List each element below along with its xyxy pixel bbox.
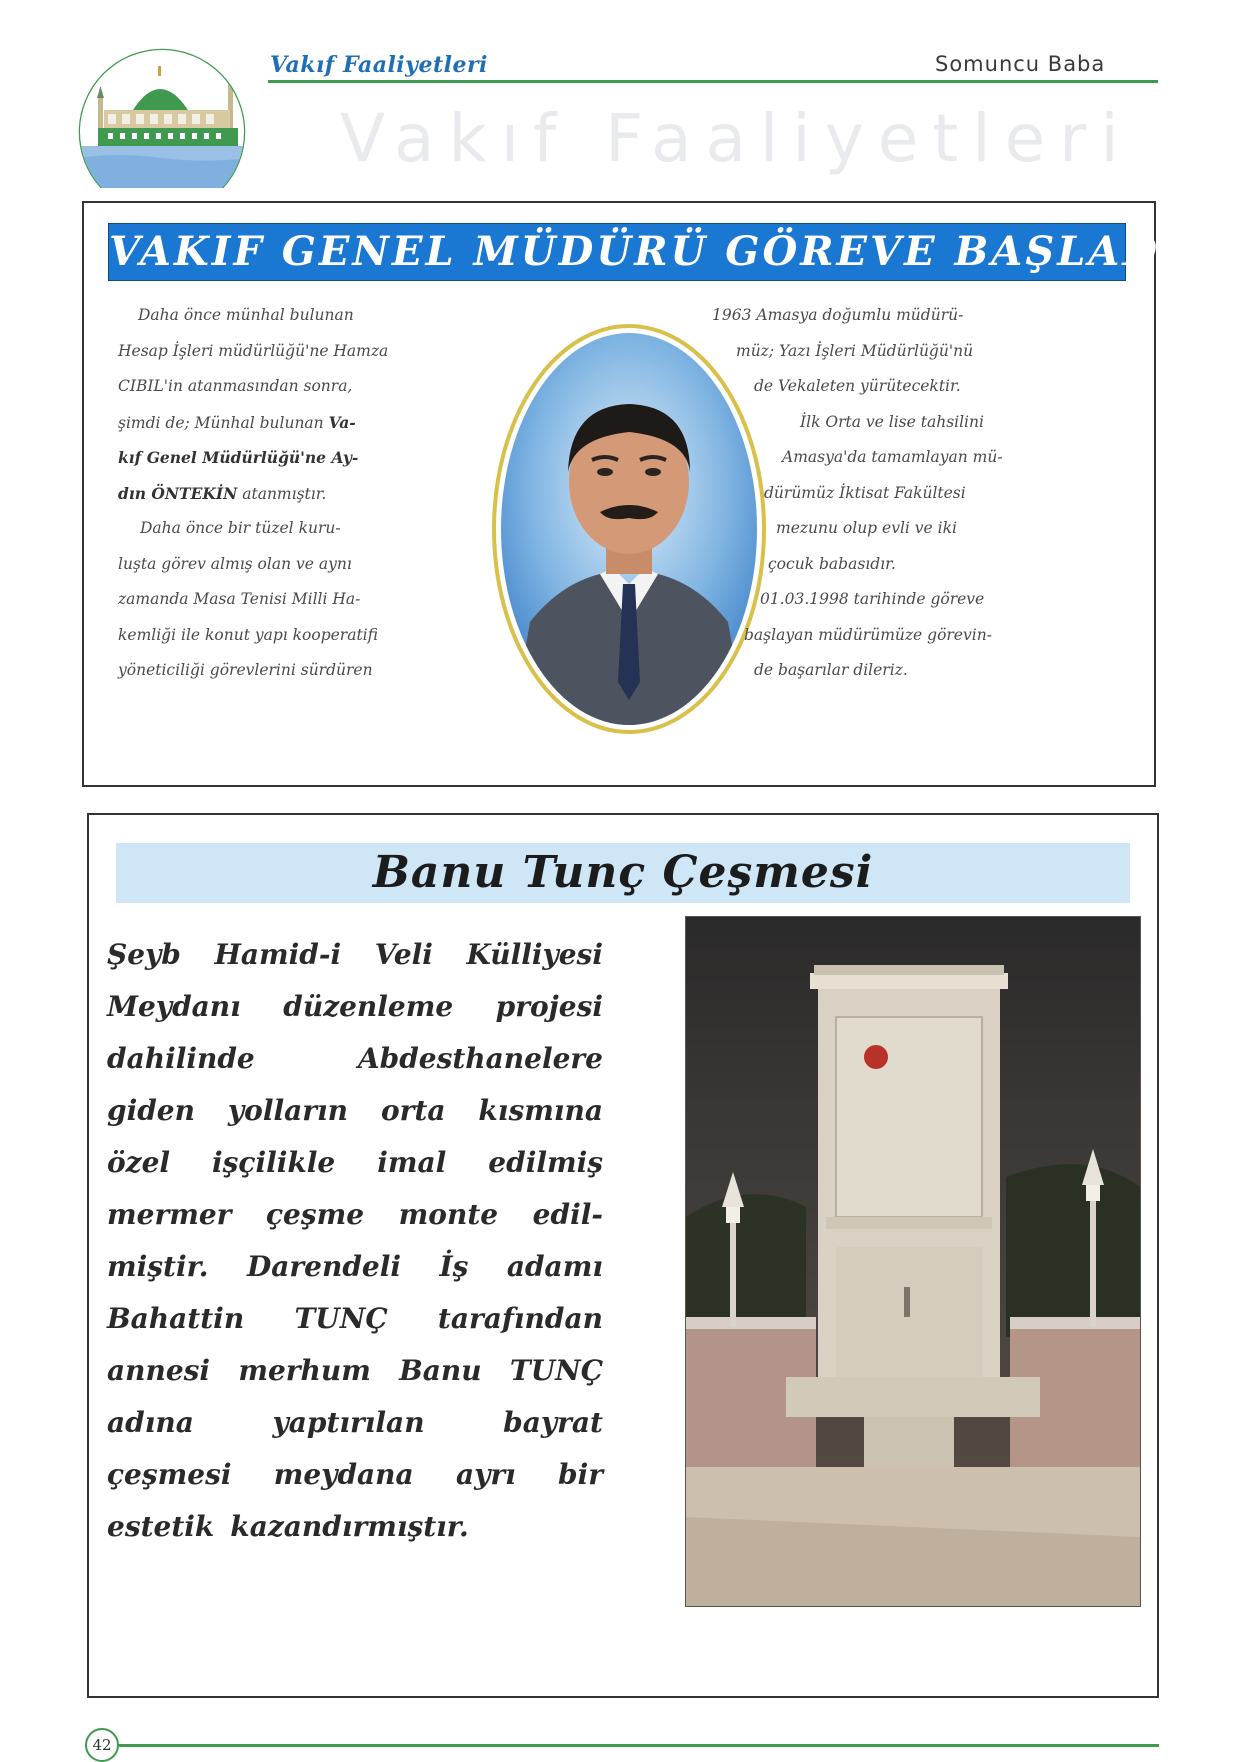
left-column-line (118, 377, 352, 395)
fountain-headline-banner (116, 843, 1130, 903)
word: kazandırmıştır. (230, 1510, 469, 1543)
text-segment: Daha önce münhal bulunan (138, 306, 354, 324)
left-column-line (118, 661, 373, 679)
fountain-photo (685, 916, 1141, 1607)
fountain-text-line (107, 1250, 603, 1283)
word: adamı (506, 1250, 603, 1283)
word: Hamid-i (214, 938, 342, 971)
right-column-line: dürümüz İktisat Fakültesi (764, 483, 966, 502)
section-title: Vakıf Faaliyetleri (270, 52, 488, 78)
article-headline: VAKIF GENEL MÜDÜRÜ GÖREVE BAŞLADI (109, 228, 1182, 275)
word: Abdesthanelere (357, 1042, 603, 1075)
right-column-line: Amasya'da tamamlayan mü- (782, 448, 1003, 466)
magazine-brand: Somuncu Baba (935, 52, 1106, 76)
fountain-text-line (107, 1510, 603, 1543)
left-column-line (140, 519, 341, 537)
right-column-line: de Vekaleten yürütecektir. (754, 377, 961, 395)
fountain-text-line (107, 1094, 603, 1127)
word: TUNÇ (509, 1354, 603, 1387)
word: projesi (495, 990, 603, 1023)
word: Bahattin (107, 1302, 245, 1335)
fountain-headline: Banu Tunç Çeşmesi (372, 847, 874, 898)
word: Külliyesi (466, 938, 603, 971)
mosque-logo-icon (78, 48, 268, 188)
word: edil- (532, 1198, 603, 1231)
left-column-line (118, 590, 360, 608)
fountain-text-line (107, 1458, 603, 1491)
text-segment: CIBIL'in atanmasından sonra, (118, 377, 353, 395)
word: Banu (399, 1354, 482, 1387)
word: yolların (227, 1094, 349, 1127)
word: yaptırılan (272, 1406, 425, 1439)
header-watermark: Vakıf Faaliyetleri (340, 100, 1133, 177)
left-column-line (118, 448, 358, 467)
word: dahilinde (107, 1042, 255, 1075)
word: bir (558, 1458, 603, 1491)
text-segment: luşta görev almış olan ve aynı (118, 554, 352, 573)
word: orta (380, 1094, 446, 1127)
word: bayrat (503, 1406, 603, 1439)
word: çeşmesi (107, 1458, 232, 1491)
fountain-text-line (107, 1406, 603, 1439)
word: kısmına (478, 1094, 603, 1127)
word: Veli (374, 938, 433, 971)
word: miştir. (107, 1250, 209, 1283)
right-column-line: 1963 Amasya doğumlu müdürü- (712, 306, 964, 324)
page-number: 42 (85, 1728, 119, 1762)
fountain-text-line (107, 938, 603, 971)
word: İş (439, 1250, 469, 1283)
word: monte (398, 1198, 499, 1231)
left-column-line (118, 484, 326, 503)
header-divider (268, 80, 1158, 83)
word: TUNÇ (294, 1302, 388, 1335)
fountain-text-line (107, 1042, 603, 1075)
word: adına (107, 1406, 194, 1439)
left-column-line (118, 626, 378, 644)
left-column-line (118, 342, 388, 360)
left-column-line (118, 555, 352, 573)
word: imal (377, 1146, 447, 1179)
text-segment: yöneticiliği görevlerini sürdüren (118, 661, 373, 679)
word: mermer (107, 1198, 232, 1231)
left-column-line (138, 306, 354, 324)
right-column-line: çocuk babasıdır. (768, 554, 896, 573)
fountain-text-line (107, 1302, 603, 1335)
word: tarafından (437, 1302, 603, 1335)
word: Darendeli (247, 1250, 402, 1283)
fountain-text-line (107, 990, 603, 1023)
text-segment: dın ÖNTEKİN (118, 483, 238, 503)
right-column-line: müz; Yazı İşleri Müdürlüğü'nü (736, 341, 974, 360)
fountain-text-line (107, 1146, 603, 1179)
word: çeşme (265, 1198, 365, 1231)
right-column-line: de başarılar dileriz. (754, 661, 908, 679)
text-segment: kemliği ile konut yapı kooperatifi (118, 625, 378, 644)
word: annesi (107, 1354, 211, 1387)
text-segment: atanmıştır. (237, 484, 327, 503)
text-segment: şimdi de; Münhal bulunan (118, 413, 329, 432)
right-column-line: mezunu olup evli ve iki (776, 519, 957, 537)
fountain-text-line (107, 1198, 603, 1231)
right-column-line: başlayan müdürümüze görevin- (744, 625, 992, 644)
word: ayrı (455, 1458, 516, 1491)
word: meydana (273, 1458, 414, 1491)
left-column-line (118, 413, 356, 432)
text-segment: kıf Genel Müdürlüğü'ne Ay- (118, 448, 359, 467)
text-segment: zamanda Masa Tenisi Milli Ha- (118, 590, 361, 608)
word: işçilikle (212, 1146, 336, 1179)
fountain-text-line (107, 1354, 603, 1387)
portrait-photo (490, 322, 768, 736)
footer-divider (119, 1744, 1159, 1747)
text-segment: Daha önce bir tüzel kuru- (140, 519, 341, 537)
word: düzenleme (283, 990, 454, 1023)
word: edilmiş (488, 1146, 603, 1179)
word: özel (107, 1146, 171, 1179)
word: Meydanı (107, 990, 241, 1023)
word: Şeyb (107, 938, 181, 971)
text-segment: Hesap İşleri müdürlüğü'ne Hamza (118, 341, 389, 360)
right-column-line: İlk Orta ve lise tahsilini (800, 412, 984, 431)
word: giden (107, 1094, 195, 1127)
word: estetik (107, 1510, 215, 1543)
right-column-line: 01.03.1998 tarihinde göreve (760, 590, 985, 608)
text-segment: Va- (328, 412, 356, 432)
headline-banner (108, 223, 1182, 281)
word: merhum (238, 1354, 371, 1387)
